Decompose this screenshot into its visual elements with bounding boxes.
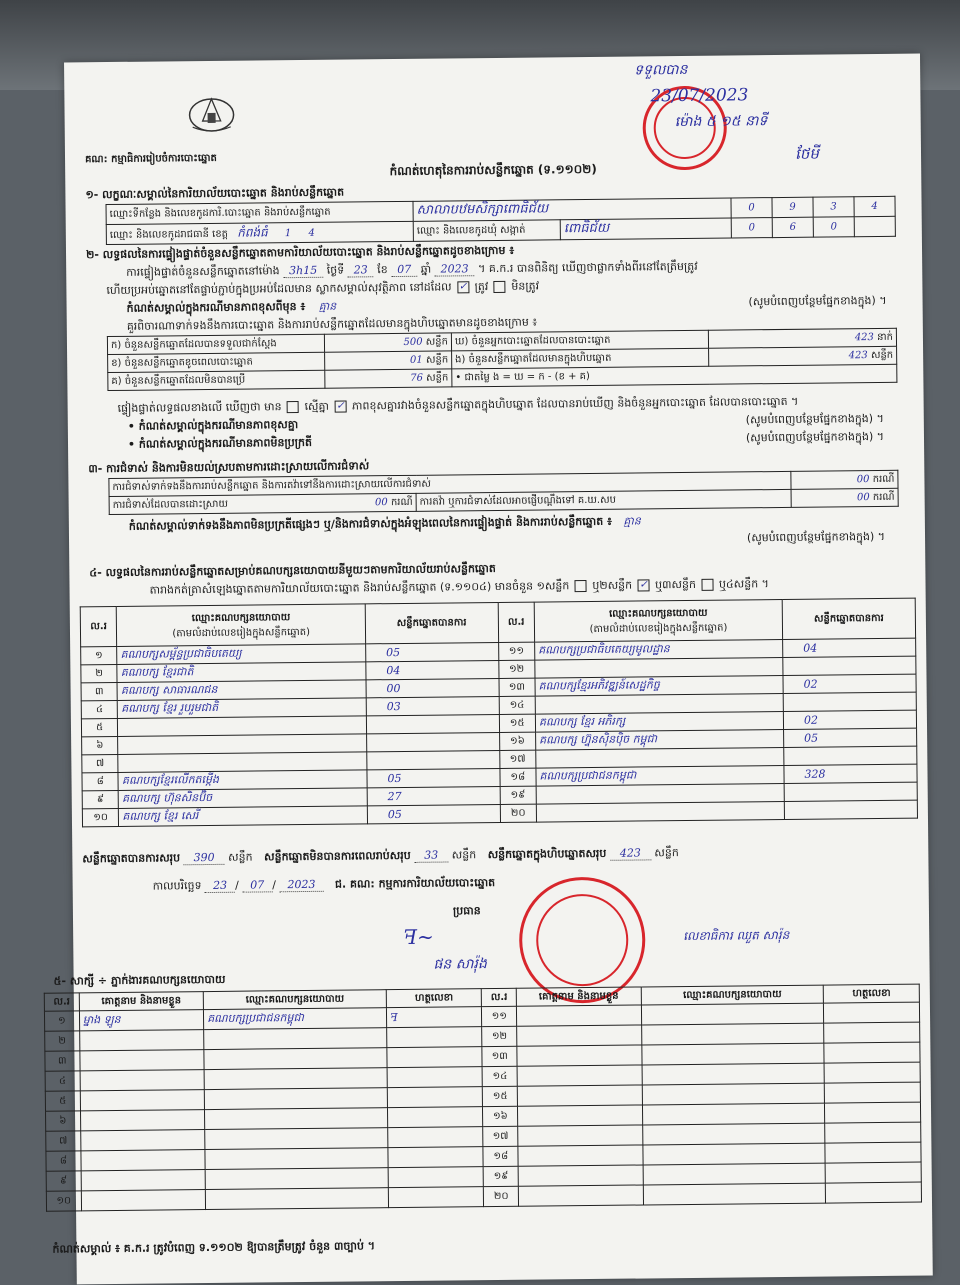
location-label: ឈ្មោះទីកន្លែង និងលេខកូដការិ.បោះឆ្នោត និងរាប់សន្លឹកឆ្នោត <box>106 201 413 224</box>
result-no: ១៨ <box>500 768 537 786</box>
commune-label: ឈ្មោះ និងលេខកូដឃុំ សង្កាត់ <box>413 220 560 242</box>
witness-party <box>204 1088 387 1110</box>
witness-no: ២០ <box>484 1186 519 1206</box>
witness-name <box>80 1090 205 1111</box>
result-party: គណបក្សប្រជាធិបតេយ្យមូលដ្ឋាន <box>535 639 783 660</box>
verify-day: 23 <box>348 263 374 277</box>
witness-signature <box>387 1067 483 1088</box>
total-invalid-label: សន្លឹកឆ្នោតមិនបានការពេលរាប់សរុប <box>264 848 411 864</box>
witness-party <box>204 1068 387 1090</box>
section3-note-value: គ្មាន <box>623 514 641 528</box>
witness-no: ១៦ <box>483 1106 518 1126</box>
count-c-unit: សន្លឹក <box>426 372 449 384</box>
col-votes-right: សន្លឹកឆ្នោតបានការ <box>782 598 915 639</box>
received-label: ទទួលបាន <box>634 61 688 79</box>
witness-party <box>642 1143 825 1165</box>
witness-party <box>204 1048 387 1070</box>
total-box-value: 423 <box>610 846 651 860</box>
date-day: 23 <box>205 879 235 893</box>
result-votes: 03 <box>366 696 499 715</box>
result-no: ១៥ <box>499 714 536 732</box>
witness-party <box>205 1188 388 1210</box>
resolved-value: 00 <box>374 497 388 509</box>
result-no: ៨ <box>82 772 119 790</box>
year-label: ឆ្នាំ <box>420 262 432 276</box>
province-code-1: 1 <box>284 227 292 239</box>
seal-text: ហើយប្រអប់ឆ្នោតនៅតែផ្ទាប់ភ្ជាប់ក្នុងប្រអប់ដែលមាន ស្លាកសម្គាល់សុវត្ថិភាព នៅដដែល <box>106 280 452 298</box>
location-code-4: 4 <box>854 196 895 216</box>
total-valid-value: 390 <box>184 851 225 865</box>
sheet-4-label: ឬ៤សន្លឹក ។ <box>718 577 769 591</box>
equal-checkbox[interactable] <box>287 401 299 413</box>
check-line-label: ផ្ទៀងផ្ទាត់លទ្ធផលខាងលើ ឃើញថា មាន <box>117 400 282 415</box>
commune-code-3: 0 <box>813 217 854 237</box>
witness-col-sign-left: ហត្ថលេខា <box>386 989 482 1008</box>
chair-signature: ꟻ~ <box>403 924 434 949</box>
total-box-unit: សន្លឹក <box>654 846 679 860</box>
witness-name <box>518 1165 643 1186</box>
result-votes: 05 <box>367 768 500 787</box>
section1-table <box>106 196 896 245</box>
result-votes <box>367 750 500 769</box>
col-party-sub-right: (តាមលំដាប់លេខរៀងក្នុងសន្លឹកឆ្នោត) <box>589 622 728 635</box>
result-no: ១១ <box>498 642 535 660</box>
witness-name <box>80 1130 205 1151</box>
witness-party <box>205 1128 388 1150</box>
bullet-irregular: • កំណត់សម្គាល់ក្នុងករណីមានភាពមិនប្រក្រតី <box>127 435 313 451</box>
witness-signature <box>387 1047 483 1068</box>
official-stamp-bottom <box>519 876 646 1003</box>
count-b-unit: សន្លឹក <box>425 354 449 366</box>
witness-no: ១៨ <box>483 1146 518 1166</box>
witness-party <box>642 1083 825 1105</box>
result-no: ២ <box>81 664 118 682</box>
witness-name: ម្នាង ឡូន <box>79 1010 204 1031</box>
witness-no: ១៥ <box>483 1086 518 1106</box>
count-a-label: ក) ចំនួនសន្លឹកឆ្នោតដែលបានទទួលជាក់ស្តែង <box>107 334 324 354</box>
witness-col-no-left: ល.រ <box>44 993 79 1011</box>
appeal-value: 00 <box>856 492 870 504</box>
verify-month: 07 <box>391 263 417 277</box>
witness-col-name-right: គោត្តនាម និងនាមខ្លួន <box>516 987 641 1006</box>
witness-no: ៦ <box>46 1111 81 1131</box>
witness-party <box>641 1023 824 1045</box>
result-party: គណបក្ស សាធារណជន <box>117 680 366 701</box>
verify-line-rest: ។ គ.ក.រ បានពិនិត្យ ឃើញថាផ្លាកទាំងពីរនៅតែត្រឹមត្រូវ <box>478 259 698 276</box>
result-no: ៥ <box>81 718 118 736</box>
result-no: ៩ <box>82 790 119 808</box>
section2-note-value: គ្មាន <box>318 299 337 313</box>
section3-heading: ៣- ការជំទាស់ និងការមិនយល់ស្របតាមការដោះស្រាយលើការជំទាស់ <box>88 459 370 476</box>
province-value: កំពង់ធំ <box>237 224 268 240</box>
result-votes <box>783 692 916 711</box>
received-date: 23/07/2023 <box>650 85 749 107</box>
date-month: 07 <box>242 878 272 892</box>
witness-signature: ꟻ <box>386 1007 482 1028</box>
seal-line <box>106 280 539 301</box>
witness-signature <box>824 1022 920 1043</box>
result-votes: 27 <box>367 786 500 805</box>
section3-note-label: កំណត់សម្គាល់ទាក់ទងនឹងភាពមិនប្រក្រតីផ្សេងៗ ឬ/និងការជំទាស់ក្នុងអំឡុងពេលនៃការផ្ទៀងផ្ទាត់ និងការរាប់សន្លឹកឆ្នោត ៖ <box>128 514 612 533</box>
count-d-value: 423 <box>854 332 874 344</box>
col-party-right: ឈ្មោះគណបក្សនយោបាយ <box>609 607 708 620</box>
witness-signature <box>825 1102 921 1123</box>
result-party: គណបក្សខ្មែរលើកតម្កើង <box>118 770 367 791</box>
location-value: សាលាបឋមសិក្សាពោធិជ័យ <box>413 198 731 221</box>
chair-name: ផន សារ៉ុង <box>433 956 487 973</box>
witness-no: ១២ <box>482 1026 517 1046</box>
col-votes-left: សន្លឹកឆ្នោតបានការ <box>365 602 498 643</box>
province-label: ឈ្មោះ និងលេខកូដរាជធានី ខេត្ត <box>109 228 229 241</box>
count-table <box>107 328 898 391</box>
result-no: ៧ <box>82 754 119 772</box>
result-votes <box>366 714 499 733</box>
witness-col-name-left: គោត្តនាម និងនាមខ្លួន <box>79 992 204 1011</box>
witness-no: ១៤ <box>483 1066 518 1086</box>
witness-signature <box>388 1107 484 1128</box>
result-votes: 00 <box>366 678 499 697</box>
result-party: គណបក្ស ហ្វ៊ុនស៊ិនប៉ិច កម្ពុជា <box>536 729 784 750</box>
witness-no: ១០ <box>46 1191 81 1211</box>
diff-checkbox[interactable]: ✓ <box>336 400 345 412</box>
witness-name <box>81 1190 206 1211</box>
count-b-value: 01 <box>409 354 423 366</box>
totals-row <box>82 844 918 869</box>
col-party-sub-left: (តាមលំដាប់លេខរៀងក្នុងសន្លឹកឆ្នោត) <box>172 626 311 639</box>
result-votes: 04 <box>783 638 916 657</box>
location-code-1: 0 <box>731 198 772 218</box>
section2-note-hint: (សូមបំពេញបន្ថែមផ្នែកខាងក្នុង) ។ <box>748 293 887 309</box>
result-no: ៦ <box>82 736 119 754</box>
witness-signature <box>388 1127 484 1148</box>
witness-name <box>518 1125 643 1146</box>
count-d-unit: នាក់ <box>877 331 894 343</box>
section5-heading: ៥- សាក្សី ÷ ភ្នាក់ងារគណបក្សនយោបាយ <box>53 972 226 988</box>
verify-time: 3h15 <box>283 264 323 278</box>
results-table <box>80 598 918 828</box>
yes-label: ត្រូវ <box>474 280 489 294</box>
objection-unit: ករណី <box>872 473 895 486</box>
location-code-3: 3 <box>813 197 854 217</box>
section2-intro: គួរពិចារណាទាក់ទងនឹងការបោះឆ្នោត និងការរាប់សន្លឹកឆ្នោតដែលមានក្នុងហិបឆ្នោតមានដូចខាងក្រោម ៖ <box>126 315 538 333</box>
section3-note-hint: (សូមបំពេញបន្ថែមផ្នែកខាងក្នុង) ។ <box>746 529 886 545</box>
result-votes: 02 <box>783 674 916 693</box>
province-row <box>106 221 413 244</box>
section2-note-label: កំណត់សម្គាល់ក្នុងករណីមានភាពខុសពីមុន ៖ <box>126 299 306 315</box>
result-votes: 05 <box>366 642 499 661</box>
objection-value: 00 <box>856 474 870 486</box>
total-invalid-value: 33 <box>414 849 448 863</box>
result-no: ១៩ <box>500 786 537 804</box>
result-no: ៣ <box>81 682 118 700</box>
result-votes: 02 <box>783 710 916 729</box>
witness-party: គណបក្សប្រជាជនកម្ពុជា <box>204 1008 387 1030</box>
witness-party <box>642 1123 825 1145</box>
witness-name <box>517 1045 642 1066</box>
secretary-line: លេខាធិការ ឈួត សារ៉ុន <box>683 927 790 944</box>
result-votes <box>784 746 917 765</box>
witness-name <box>518 1145 643 1166</box>
section2-heading: ២- លទ្ធផលនៃការផ្ទៀងផ្ទាត់ចំនួនសន្លឹកឆ្នោតតាមការិយាល័យបោះឆ្នោត និងរាប់សន្លឹកឆ្នោតដូចខាងក្រោម ៖ <box>85 243 515 262</box>
result-votes <box>784 782 917 801</box>
bullet-irregular-hint: (សូមបំពេញបន្ថែមផ្នែកខាងក្នុង) ។ <box>745 429 885 445</box>
count-formula: • ជាតម្លៃ ង = ឃ = ក - (ខ + គ) <box>452 364 897 387</box>
sheet-2-checkbox[interactable]: ✓ <box>639 579 648 591</box>
no-label: មិនត្រូវ <box>511 279 540 293</box>
verify-time-label: ការផ្ទៀងផ្ទាត់ចំនួនសន្លឹកឆ្នោតនៅម៉ោង <box>126 264 280 279</box>
total-box-label: សន្លឹកឆ្នោតក្នុងហិបឆ្នោតសរុប <box>487 846 607 862</box>
witness-party <box>642 1063 825 1085</box>
witness-party <box>643 1183 826 1205</box>
witness-name <box>518 1185 643 1206</box>
witness-no: ១៧ <box>483 1126 518 1146</box>
count-e-unit: សន្លឹក <box>870 349 894 362</box>
resolved-label: ការជំទាស់ដែលបានដោះស្រាយ <box>112 498 229 511</box>
yes-checkbox[interactable]: ✓ <box>458 281 468 293</box>
witness-party <box>641 1003 824 1025</box>
witness-col-party-left: ឈ្មោះគណបក្សនយោបាយ <box>203 990 386 1010</box>
total-valid-unit: សន្លឹក <box>228 850 253 864</box>
witness-no: ៩ <box>46 1171 81 1191</box>
result-party: គណបក្ស ខ្មែរ រួបរួមជាតិ <box>118 698 367 719</box>
signing-date: កាលបរិច្ឆេទ 23 / 07 / 2023 ជ. គណ: កម្មការការិយាល័យបោះឆ្នោត <box>152 876 496 893</box>
verify-line <box>126 260 698 282</box>
col-no-right: ល.រ <box>498 602 535 642</box>
result-no: ២០ <box>500 804 537 822</box>
witness-signature <box>387 1087 483 1108</box>
witness-col-party-right: ឈ្មោះគណបក្សនយោបាយ <box>641 985 824 1005</box>
sheet-1-checkbox[interactable] <box>575 580 587 592</box>
witness-no: ៤ <box>45 1071 80 1091</box>
witness-signature <box>388 1187 484 1208</box>
witness-name <box>80 1050 205 1071</box>
witness-no: ១៩ <box>484 1166 519 1186</box>
witness-no: ២ <box>45 1031 80 1051</box>
date-year: 2023 <box>279 878 323 892</box>
witness-no: ៧ <box>46 1131 81 1151</box>
witness-signature <box>825 1082 921 1103</box>
witness-signature <box>825 1142 921 1163</box>
bullet-diff-hint: (សូមបំពេញបន្ថែមផ្នែកខាងក្នុង) ។ <box>745 411 884 427</box>
count-a-value: 500 <box>403 336 423 348</box>
section1-heading: ១- លក្ខណៈសម្គាល់នៃការិយាល័យបោះឆ្នោត និងរាប់សន្លឹកឆ្នោត <box>85 185 345 202</box>
witness-col-sign-right: ហត្ថលេខា <box>824 984 920 1003</box>
witness-party <box>205 1148 388 1170</box>
witness-signature <box>388 1147 484 1168</box>
witness-name <box>517 1085 642 1106</box>
province-code-2: 4 <box>308 227 315 239</box>
document-page <box>52 54 933 1285</box>
witness-no: ៥ <box>45 1091 80 1111</box>
result-votes <box>783 656 916 675</box>
witness-party <box>641 1043 824 1065</box>
col-party-left: ឈ្មោះគណបក្សនយោបាយ <box>191 611 291 624</box>
witness-party <box>205 1108 388 1130</box>
footer-note: កំណត់សម្គាល់ ៖ គ.ក.រ ត្រូវបំពេញ ទ.១១០២ ឱ្យបានត្រឹមត្រូវ ចំនួន ៣ច្បាប់ ។ <box>52 1239 376 1256</box>
witness-name <box>80 1070 205 1091</box>
count-e-label: ង) ចំនួនសន្លឹកឆ្នោតដែលមានក្នុងហិបឆ្នោត <box>452 348 709 369</box>
emblem-icon <box>182 91 240 136</box>
diff-label: ភាពខុសគ្នារវាងចំនួនសន្លឹកឆ្នោតក្នុងហិបឆ្នោត ដែលបានរាប់ឃើញ និងចំនួនអ្នកបោះឆ្នោត ដែលបានបោះឆ្នោត ។ <box>351 394 799 413</box>
count-d-label: ឃ) ចំនួនអ្នកបោះឆ្នោតដែលបានបោះឆ្នោត <box>451 330 708 351</box>
witness-signature <box>825 1122 921 1143</box>
witness-party <box>642 1103 825 1125</box>
count-e-value: 423 <box>848 350 868 362</box>
result-party: គណបក្សប្រជាជនកម្ពុជា <box>536 765 784 786</box>
witness-name <box>517 1025 642 1046</box>
appeal-unit: ករណី <box>872 491 895 504</box>
commune-value: ពោធិជ័យ <box>560 218 731 240</box>
sheet-2-label: ឬ២សន្លឹក <box>592 578 633 592</box>
section4-heading: ៤- លទ្ធផលនៃការរាប់សន្លឹកឆ្នោតសម្រាប់គណបក្សនយោបាយនីមួយៗតាមការិយាល័យរាប់សន្លឹកឆ្នោត <box>89 561 496 580</box>
result-no: ១៦ <box>499 732 536 750</box>
date-label: កាលបរិច្ឆេទ <box>152 879 202 893</box>
org-name: គណ: កម្មាធិការរៀបចំការបោះឆ្នោត <box>84 152 217 166</box>
month-label: ខែ <box>377 263 388 277</box>
objection-label: ការជំទាស់ទាក់ទងនឹងការរាប់សន្លឹកឆ្នោត និងការតវ៉ាទៅនឹងការដោះស្រាយលើការជំទាស់ <box>109 471 791 496</box>
total-invalid-unit: សន្លឹក <box>451 848 477 862</box>
witness-signature <box>824 1002 920 1023</box>
witness-party <box>643 1163 826 1185</box>
witness-party <box>205 1168 388 1190</box>
result-no: ១២ <box>498 660 535 678</box>
chair-label: ប្រធាន <box>452 904 481 918</box>
result-votes <box>366 732 499 751</box>
witness-signature <box>387 1027 483 1048</box>
day-label: ថ្ងៃទី <box>326 263 345 277</box>
result-no: ១៤ <box>499 696 536 714</box>
witness-no: ១ <box>44 1011 79 1031</box>
witness-name <box>518 1105 643 1126</box>
witness-signature <box>825 1062 921 1083</box>
result-votes: 05 <box>367 804 500 823</box>
total-valid-label: សន្លឹកឆ្នោតបានការសរុប <box>82 851 181 866</box>
witness-no: ១១ <box>482 1006 517 1026</box>
resolved-unit: ករណី <box>390 496 413 509</box>
appeal-label: ការតវ៉ា ឬការជំទាស់ដែលអាចផ្ញើបណ្តឹងទៅ គ.ឃ.សប <box>416 489 791 511</box>
result-party: គណបក្ស ខ្មែរ សេរី <box>119 806 368 827</box>
col-no-left: ល.រ <box>80 606 117 646</box>
result-votes: 04 <box>366 660 499 679</box>
witness-name <box>517 1065 642 1086</box>
section3-note <box>129 514 641 535</box>
bullet-diff: • កំណត់សម្គាល់ក្នុងករណីមានភាពខុសគ្នា <box>127 418 299 433</box>
equal-label: ស្មើគ្នា <box>304 399 330 413</box>
witness-signature <box>826 1162 922 1183</box>
sheet-3-checkbox[interactable] <box>701 579 713 591</box>
count-c-value: 76 <box>410 372 424 384</box>
witness-name <box>517 1005 642 1026</box>
witness-name <box>79 1030 204 1051</box>
witness-name <box>81 1170 206 1191</box>
witness-signature <box>388 1167 484 1188</box>
witness-name <box>81 1150 206 1171</box>
witness-signature <box>826 1182 922 1203</box>
result-party: គណបក្ស ហ៊ុនសិនប៊ិច <box>119 788 368 809</box>
result-no: ១០ <box>82 808 119 826</box>
count-b-label: ខ) ចំនួនសន្លឹកឆ្នោតខូចពេលបោះឆ្នោត <box>108 352 325 372</box>
result-votes <box>784 800 917 819</box>
commune-code-2: 6 <box>772 217 813 237</box>
commune-code-1: 0 <box>731 218 772 238</box>
witness-name <box>80 1110 205 1131</box>
committee-label: ជ. គណ: កម្មការការិយាល័យបោះឆ្នោត <box>334 876 496 891</box>
result-party: គណបក្សសម្ព័ន្ធប្រជាធិបតេយ្យ <box>117 644 366 665</box>
count-c-label: គ) ចំនួនសន្លឹកឆ្នោតដែលមិនបានប្រើ <box>108 370 325 390</box>
no-checkbox[interactable] <box>494 281 506 293</box>
document-title: កំណត់ហេតុនៃការរាប់សន្លឹកឆ្នោត (ទ.១១០២) <box>389 161 597 179</box>
verify-year: 2023 <box>435 262 475 276</box>
witness-no: ១៣ <box>482 1046 517 1066</box>
count-a-unit: សន្លឹក <box>425 336 449 348</box>
objection-table <box>108 470 898 515</box>
result-party: គណបក្ស ខ្មែរជាតិ <box>117 662 366 683</box>
sheet-3-label: ឬ៣សន្លឹក <box>655 577 696 592</box>
result-votes: 05 <box>784 728 917 747</box>
result-no: ១ <box>81 646 118 664</box>
received-signature: ថែមី <box>794 144 819 163</box>
witness-party <box>204 1028 387 1050</box>
result-party: គណបក្ស ខ្មែរ អភិរក្ស <box>535 711 783 732</box>
witness-signature <box>824 1042 920 1063</box>
witness-col-no-right: ល.រ <box>482 988 517 1006</box>
result-no: ១៣ <box>499 678 536 696</box>
result-no: ១៧ <box>499 750 536 768</box>
result-no: ៤ <box>81 700 118 718</box>
received-time: ម៉ោង ៥ ១៥ នាទី <box>674 113 768 131</box>
result-party: គណបក្សខ្មែរអភិវឌ្ឍន៍សេដ្ឋកិច្ច <box>535 675 783 696</box>
witness-no: ៣ <box>45 1051 80 1071</box>
result-votes: 328 <box>784 764 917 783</box>
section4-intro-text: តារាងកត់ត្រាសំឡេងឆ្នោតតាមការិយាល័យបោះឆ្នោត និងរាប់សន្លឹកឆ្នោត (ទ.១១០៤) មានចំនួន ១សន្លឹក <box>149 579 570 597</box>
result-party <box>536 801 784 822</box>
witness-table <box>44 984 922 1212</box>
location-code-2: 9 <box>772 197 813 217</box>
witness-no: ៨ <box>46 1151 81 1171</box>
